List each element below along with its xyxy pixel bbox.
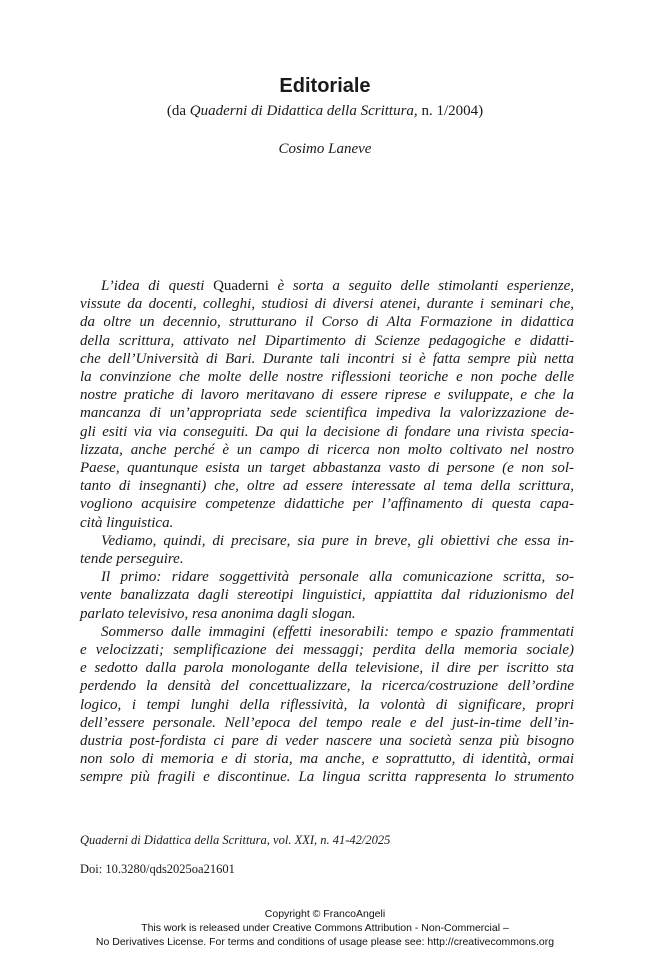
body-line: non solo di memoria e di storia, ma anche, e soprattutto, di identità, ormai <box>80 751 574 768</box>
body-line: perdendo la densità del concettualizzare, la ricerca/costruzione dell’ordine <box>80 678 574 695</box>
body-line: Paese, quantunque esista un target abbastanza vasto di persone (e non sol- <box>80 460 574 477</box>
body-line: vente banalizzata dagli stereotipi linguistici, appiattita dal riduzionismo del <box>80 587 574 604</box>
body-line: sempre più fragili e discontinue. La lingua scritta rappresenta lo strumento <box>80 769 574 786</box>
copyright-line: Copyright © FrancoAngeli <box>264 908 386 920</box>
journal-reference: Quaderni di Didattica della Scrittura, vol. XXI, n. 41-42/2025 <box>80 833 391 847</box>
article-body <box>80 277 574 787</box>
body-line: nostre pratiche di lavoro meritavano di essere riprese e sviluppate, e che la <box>80 387 574 404</box>
body-line: Sommerso dalle immagini (effetti inesorabili: tempo e spazio frammentati <box>101 623 574 640</box>
copyright-notice <box>0 907 650 949</box>
intro-rest: è sorta a seguito delle stimolanti esperienze, <box>268 278 574 294</box>
body-line: Vediamo, quindi, di precisare, sia pure in breve, gli obiettivi che essa in- <box>101 532 574 549</box>
body-line: la convinzione che molte delle nostre riflessioni teoriche e non poche delle <box>80 369 574 386</box>
body-line: gli esiti via via conseguiti. Da qui la decisione di fondare una rivista specia- <box>80 423 574 440</box>
body-line: Il primo: ridare soggettività personale alla comunicazione scritta, so- <box>101 569 574 586</box>
body-line: dustria post-fordista ci pare di veder nascere una società senza più bisogno <box>80 733 574 750</box>
body-line: parlato televisivo, resa anonima dagli slogan. <box>80 605 356 622</box>
body-line: che dell’Università di Bari. Durante tali incontri si è fatta sempre più netta <box>80 350 574 367</box>
source-journal: Quaderni di Didattica della Scrittura, <box>189 103 418 119</box>
body-line: cità linguistica. <box>80 514 174 531</box>
body-line <box>80 277 574 295</box>
intro-text: L’idea di questi <box>101 278 214 294</box>
body-line: vogliono acquisire competenze didattiche per l’affinamento di questa capa- <box>80 496 574 513</box>
license-line: No Derivatives License. For terms and conditions of usage please see: http://creativecommons.org <box>95 936 555 948</box>
license-line: This work is released under Creative Commons Attribution - Non-Commercial – <box>141 922 509 934</box>
doi-text: Doi: 10.3280/qds2025oa21601 <box>80 862 235 876</box>
body-line: da oltre un decennio, strutturano il Corso di Alta Formazione in didattica <box>80 314 574 331</box>
body-line: lizzata, anche perché è un campo di ricerca non molto coltivato nel nostro <box>80 441 574 458</box>
page-title: Editoriale <box>279 75 371 97</box>
source-suffix: n. 1/2004) <box>417 103 484 119</box>
source-prefix: (da <box>166 103 190 119</box>
body-line: tanto di insegnanti) che, oltre ad essere interessate al tema della scrittura, <box>80 478 574 495</box>
author-name: Cosimo Laneve <box>278 141 372 157</box>
journal-name-roman: Quaderni <box>213 278 269 294</box>
source-citation <box>0 101 650 121</box>
body-line: vissute da docenti, colleghi, studiosi di diversi atenei, durante i seminari che, <box>80 296 574 313</box>
body-line: logico, i tempi lunghi della riflessività, la volontà di significare, propri <box>80 696 574 713</box>
body-line: dell’essere personale. Nell’epoca del tempo reale e del just-in-time dell’in- <box>80 714 574 731</box>
body-line: e sedotto dalla parola monologante della televisione, il dire per iscritto sta <box>80 660 574 677</box>
body-line: della scrittura, attivato nel Dipartimento di Scienze pedagogiche e didatti- <box>80 332 574 349</box>
body-line: tende perseguire. <box>80 551 184 568</box>
body-line: mancanza di un’appropriata sede scientifica impediva la valorizzazione de- <box>80 405 574 422</box>
body-line: e velocizzati; semplificazione dei messaggi; perdita della memoria sociale) <box>80 642 574 659</box>
